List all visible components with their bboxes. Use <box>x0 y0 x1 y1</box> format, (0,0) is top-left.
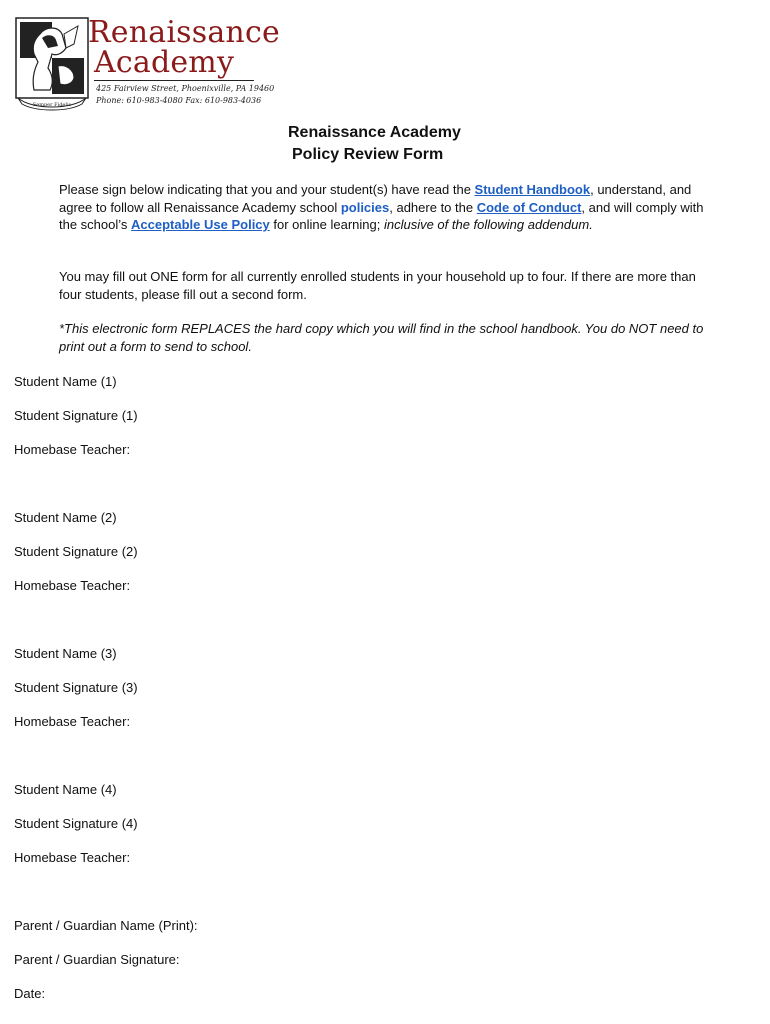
student-handbook-link[interactable]: Student Handbook <box>474 182 591 197</box>
electronic-form-note: *This electronic form REPLACES the hard copy which you will find in the school handbook. You do NOT need to print out a form to send to school. <box>59 321 704 354</box>
student3-name-field[interactable]: Student Name (3) <box>14 646 117 661</box>
student2-signature-field[interactable]: Student Signature (2) <box>14 544 138 559</box>
acceptable-use-policy-link[interactable]: Acceptable Use Policy <box>131 217 270 232</box>
student4-teacher-field[interactable]: Homebase Teacher: <box>14 850 131 865</box>
date-field[interactable]: Date: <box>14 986 46 1001</box>
student2-teacher-field[interactable]: Homebase Teacher: <box>14 578 131 593</box>
logo-address: 425 Fairview Street, Phoenixville, PA 19460 <box>96 84 275 93</box>
student3-teacher-field[interactable]: Homebase Teacher: <box>14 714 131 729</box>
student1-signature-field[interactable]: Student Signature (1) <box>14 408 138 423</box>
knight-emblem-icon <box>12 14 92 112</box>
policies-link[interactable]: policies <box>340 199 390 215</box>
logo-name-line1: Renaissance <box>88 15 280 50</box>
student3-signature-field[interactable]: Student Signature (3) <box>14 680 138 695</box>
student1-name-field[interactable]: Student Name (1) <box>14 374 117 389</box>
page-title: Renaissance Academy <box>288 124 461 141</box>
intro-text-e: for online learning; <box>269 217 384 232</box>
intro-paragraph <box>59 181 709 234</box>
student1-teacher-field[interactable]: Homebase Teacher: <box>14 442 131 457</box>
emblem-motto: Semper Fidelis <box>32 102 72 108</box>
logo-phone: Phone: 610-983-4080 Fax: 610-983-4036 <box>96 96 262 105</box>
student4-name-field[interactable]: Student Name (4) <box>14 782 117 797</box>
page-subtitle: Policy Review Form <box>292 146 444 163</box>
school-logo <box>12 14 280 114</box>
intro-text-d: , and will comply with the school’s <box>59 199 704 232</box>
intro-text-b: , understand, and agree to follow all Renaissance Academy school <box>59 182 692 215</box>
intro-text-italic: inclusive of the following addendum. <box>383 217 593 232</box>
intro-text-c: , adhere to the <box>389 199 477 215</box>
parent-name-field[interactable]: Parent / Guardian Name (Print): <box>14 918 198 933</box>
household-instructions: You may fill out ONE form for all currently enrolled students in your household up to four. If there are more than four students, please fill out a second form. <box>59 269 696 302</box>
logo-name-line2: Academy <box>94 45 235 80</box>
logo-divider <box>94 80 254 81</box>
code-of-conduct-link[interactable]: Code of Conduct <box>476 199 582 215</box>
student4-signature-field[interactable]: Student Signature (4) <box>14 816 138 831</box>
parent-signature-field[interactable]: Parent / Guardian Signature: <box>14 952 180 967</box>
student2-name-field[interactable]: Student Name (2) <box>14 510 117 525</box>
intro-text-a: Please sign below indicating that you and your student(s) have read the <box>59 182 475 197</box>
